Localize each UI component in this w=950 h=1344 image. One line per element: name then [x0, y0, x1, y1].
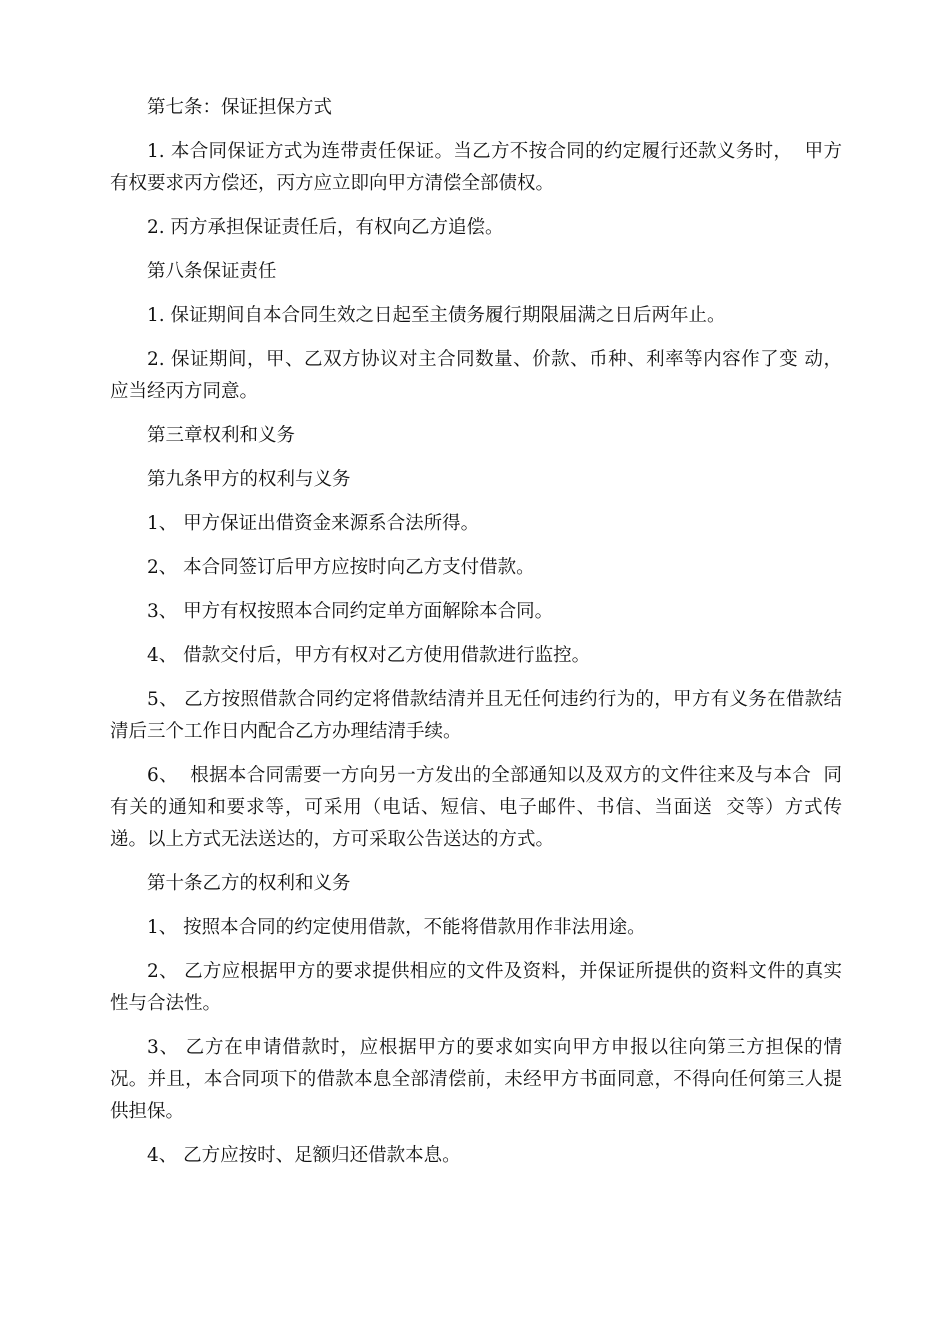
article-7-clause-2: 2. 丙方承担保证责任后，有权向乙方追偿。 — [147, 217, 504, 238]
article-10-item-1: 1、 按照本合同的约定使用借款，不能将借款用作非法用途。 — [147, 917, 646, 938]
article-10-item-4: 4、 乙方应按时、足额归还借款本息。 — [147, 1145, 461, 1166]
article-9-item-5: 5、 乙方按照借款合同约定将借款结清并且无任何违约行为的，甲方有义务在借款结清后三个工作日内配合乙方办理结清手续。 — [110, 689, 842, 742]
article-9-heading: 第九条甲方的权利与义务 — [147, 469, 351, 490]
article-9-item-2: 2、 本合同签订后甲方应按时向乙方支付借款。 — [147, 557, 535, 578]
article-9-item-3: 3、 甲方有权按照本合同约定单方面解除本合同。 — [147, 601, 554, 622]
article-10-item-2: 2、 乙方应根据甲方的要求提供相应的文件及资料，并保证所提供的资料文件的真实性与合法性。 — [110, 961, 842, 1014]
article-9-item-4: 4、 借款交付后，甲方有权对乙方使用借款进行监控。 — [147, 645, 591, 666]
article-7-heading: 第七条：保证担保方式 — [147, 97, 333, 118]
article-8-clause-2: 2. 保证期间，甲、乙双方协议对主合同数量、价款、币种、利率等内容作了变 动，应当经丙方同意。 — [110, 349, 842, 402]
chapter-3-heading: 第三章权利和义务 — [147, 425, 296, 446]
article-7-clause-1: 1. 本合同保证方式为连带责任保证。当乙方不按合同的约定履行还款义务时， 甲方有权要求丙方偿还，丙方应立即向甲方清偿全部债权。 — [110, 141, 842, 194]
document-page — [110, 92, 842, 1184]
article-9-item-6: 6、 根据本合同需要一方向另一方发出的全部通知以及双方的文件往来及与本合 同有关的通知和要求等，可采用（电话、短信、电子邮件、书信、当面送 交等）方式传递。以上方式无法送达的，方可采取公告送达的方式。 — [110, 765, 842, 850]
article-8-clause-1: 1. 保证期间自本合同生效之日起至主债务履行期限届满之日后两年止。 — [147, 305, 726, 326]
article-8-heading: 第八条保证责任 — [147, 261, 277, 282]
article-9-item-1: 1、 甲方保证出借资金来源系合法所得。 — [147, 513, 480, 534]
article-10-heading: 第十条乙方的权利和义务 — [147, 873, 351, 894]
article-10-item-3: 3、 乙方在申请借款时，应根据甲方的要求如实向甲方申报以往向第三方担保的情况。并且，本合同项下的借款本息全部清偿前，未经甲方书面同意，不得向任何第三人提供担保。 — [110, 1037, 842, 1122]
